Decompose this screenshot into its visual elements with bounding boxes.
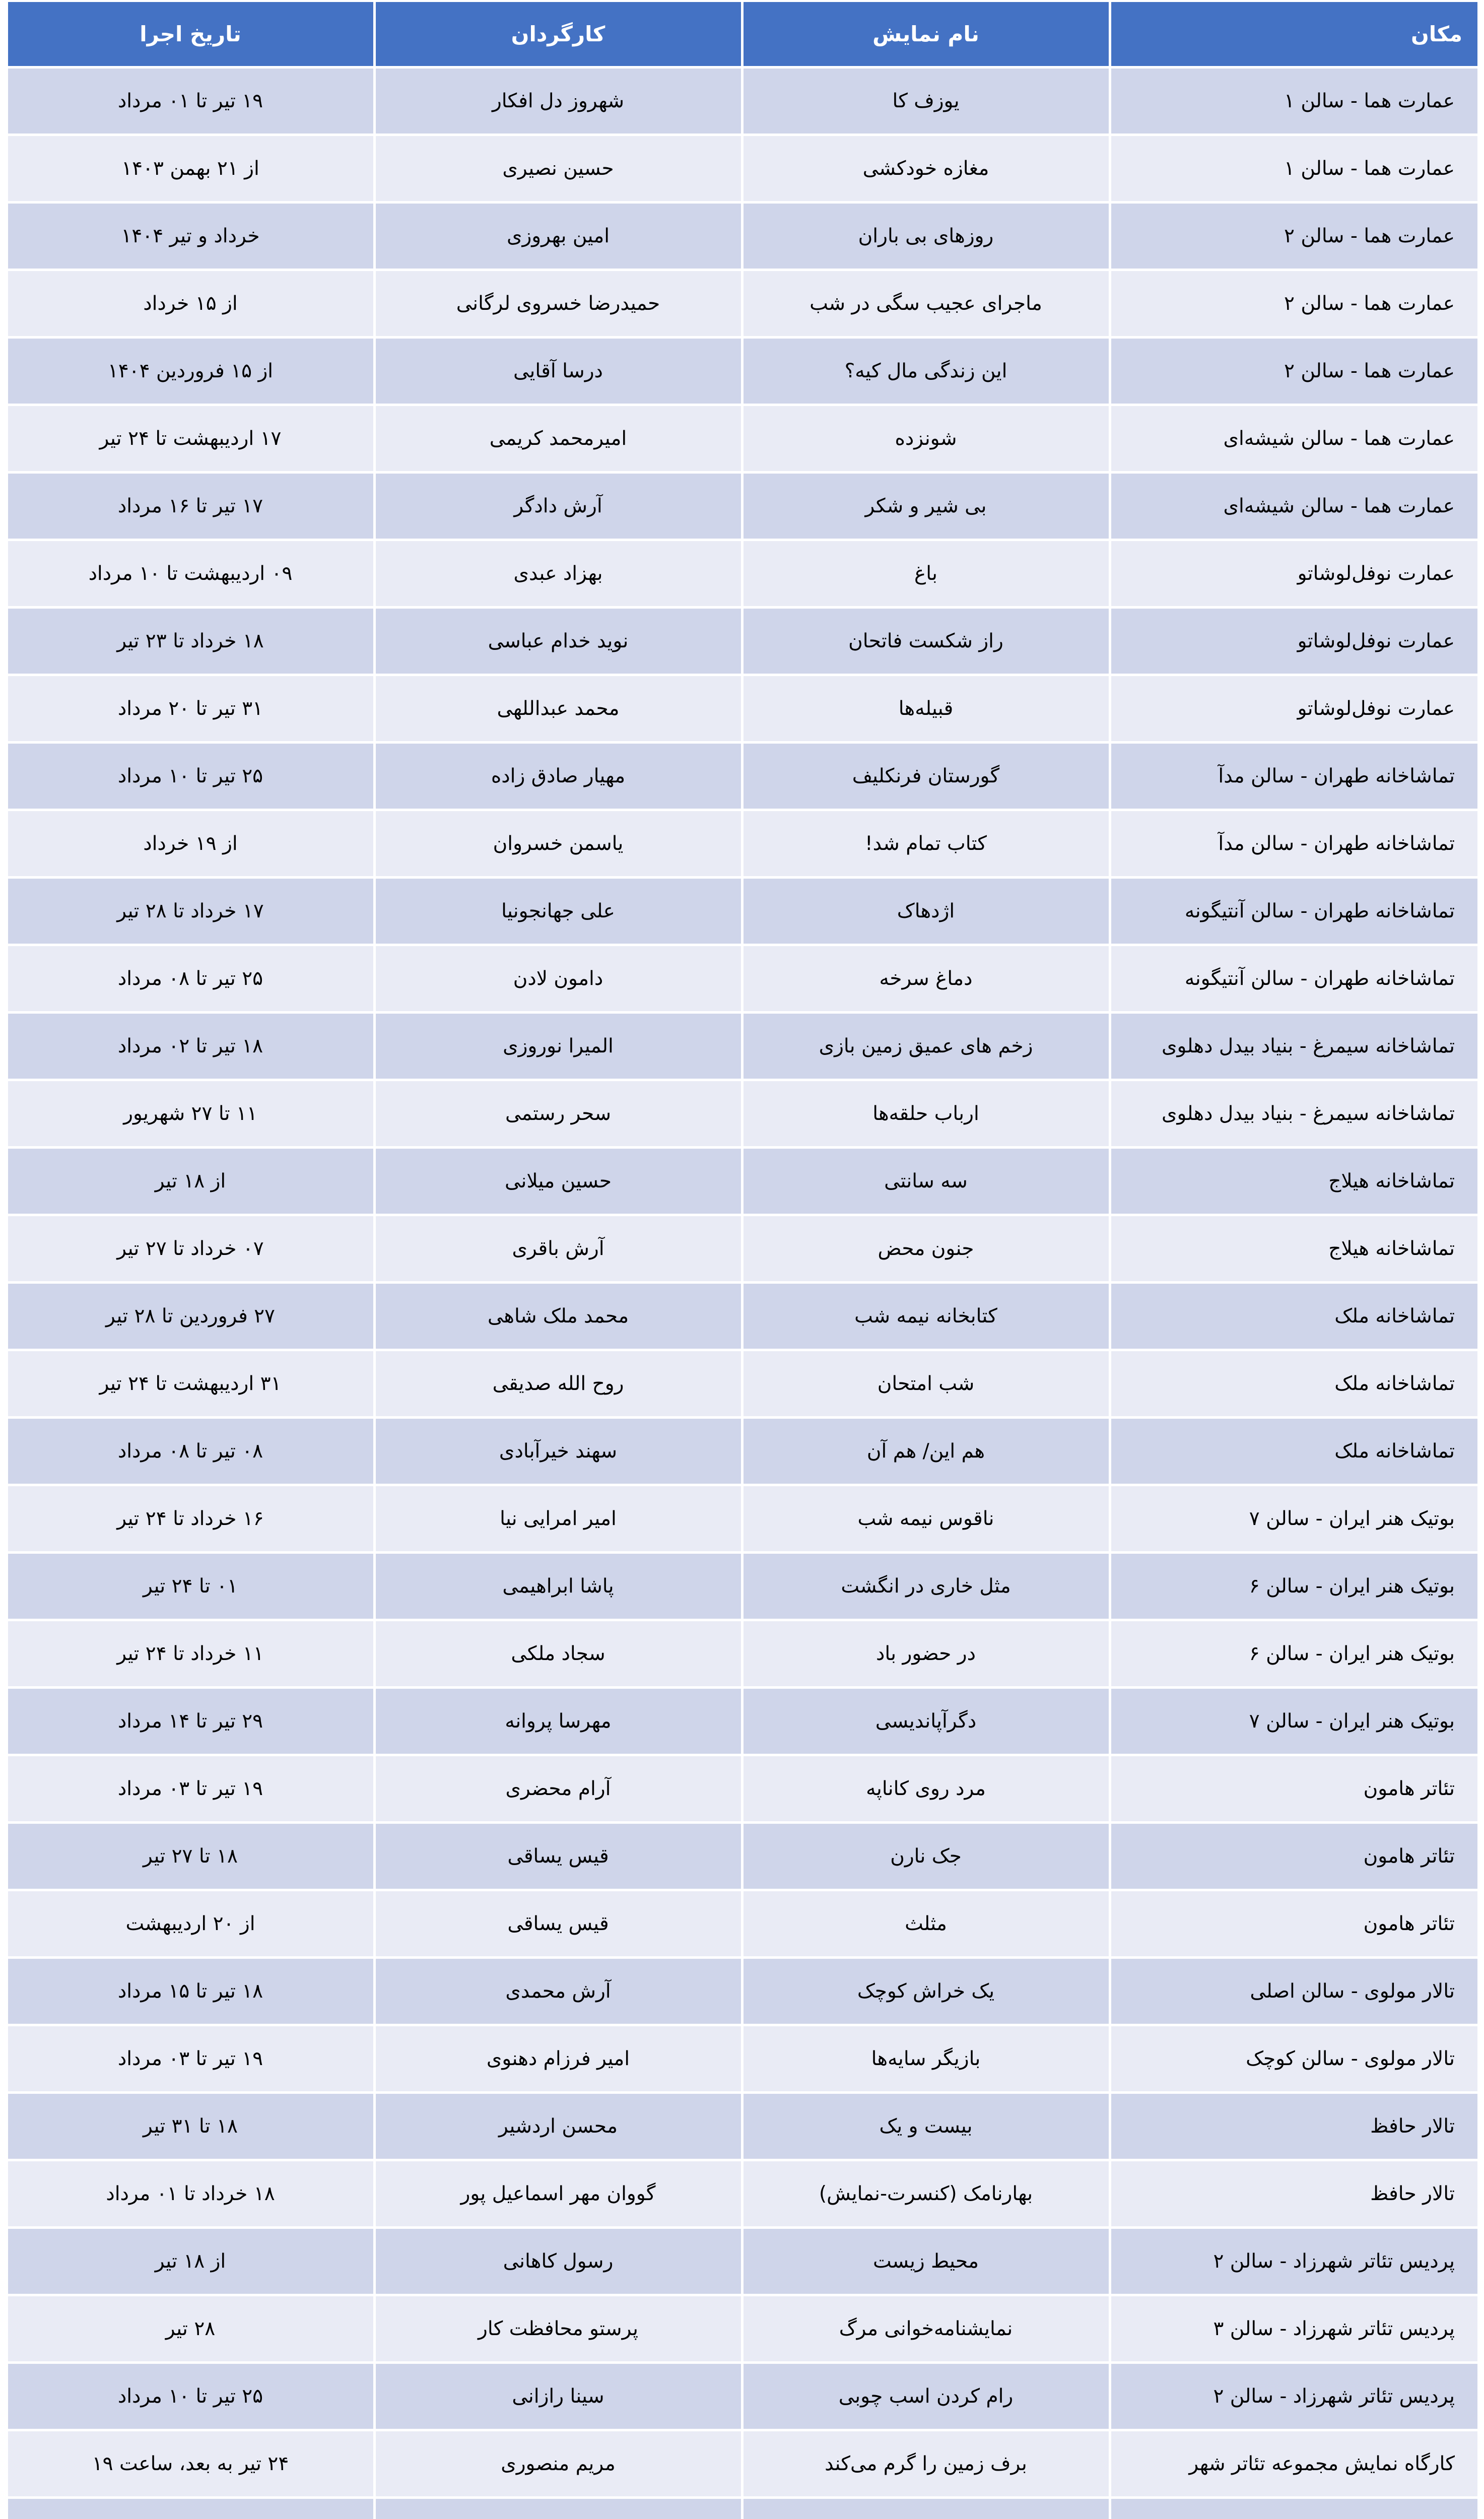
dates-cell: ۱۷ تیر تا ۱۶ مرداد — [7, 472, 374, 540]
dates-cell: ۱۸ تا ۲۷ تیر — [7, 1822, 374, 1890]
dates-cell: ۲۸ تیر — [7, 2295, 374, 2362]
director-cell: رسول کاهانی — [374, 2227, 742, 2295]
table-row — [7, 810, 1477, 877]
show-name-cell: یک خراش کوچک — [742, 1957, 1110, 2025]
venue-cell: تماشاخانه سیمرغ - بنیاد بیدل دهلوی — [1110, 1080, 1477, 1147]
director-cell: دامون لادن — [374, 945, 742, 1012]
theater-schedule-table — [6, 2, 1478, 2519]
table-row — [7, 607, 1477, 675]
show-name-cell: بازیگر سایه‌ها — [742, 2025, 1110, 2092]
venue-cell: تئاتر هامون — [1110, 1890, 1477, 1957]
venue-cell: تماشاخانه ملک — [1110, 1417, 1477, 1485]
director-cell: سجاد ملکی — [374, 1620, 742, 1687]
table-row — [7, 1080, 1477, 1147]
header-row — [7, 2, 1477, 67]
show-name-cell: برف زمین را گرم می‌کند — [742, 2430, 1110, 2497]
show-name-cell: دگرآپاندیسی — [742, 1687, 1110, 1755]
director-cell: آرش باقری — [374, 1215, 742, 1282]
venue-cell: عمارت هما - سالن ۲ — [1110, 270, 1477, 337]
table-row — [7, 1485, 1477, 1552]
table-row — [7, 945, 1477, 1012]
column-header-director: کارگردان — [374, 2, 742, 67]
director-cell: مریم منصوری — [374, 2430, 742, 2497]
venue-cell: بوتیک هنر ایران - سالن ۶ — [1110, 1620, 1477, 1687]
venue-cell: عمارت هما - سالن ۲ — [1110, 337, 1477, 405]
venue-cell: تماشاخانه سیمرغ - بنیاد بیدل دهلوی — [1110, 1012, 1477, 1080]
show-name-cell: کتابخانه نیمه شب — [742, 1282, 1110, 1350]
table-row — [7, 1417, 1477, 1485]
director-cell: المیرا نوروزی — [374, 1012, 742, 1080]
show-name-cell: یوزف کا — [742, 67, 1110, 135]
table-row — [7, 1957, 1477, 2025]
director-cell: علی جهانجونیا — [374, 877, 742, 945]
column-header-venue: مکان — [1110, 2, 1477, 67]
show-name-cell: دماغ سرخه — [742, 945, 1110, 1012]
dates-cell: ۰۸ تیر تا ۰۸ مرداد — [7, 1417, 374, 1485]
show-name-cell: این زندگی مال کیه؟ — [742, 337, 1110, 405]
dates-cell: از ۲۰ اردیبهشت — [7, 1890, 374, 1957]
table-row — [7, 270, 1477, 337]
show-name-cell: مغازه خودکشی — [742, 135, 1110, 202]
show-name-cell: بهارنامک (کنسرت-نمایش) — [742, 2160, 1110, 2227]
venue-cell: عمارت نوفل‌لوشاتو — [1110, 675, 1477, 742]
table-row — [7, 337, 1477, 405]
director-cell: پاشا ابراهیمی — [374, 1552, 742, 1620]
table-row — [7, 67, 1477, 135]
venue-cell: تماشاخانه ملک — [1110, 1350, 1477, 1417]
table-row — [7, 540, 1477, 607]
show-name-cell: محیط زیست — [742, 2227, 1110, 2295]
director-cell: مهرسا پروانه — [374, 1687, 742, 1755]
director-cell: حسین نصیری — [374, 135, 742, 202]
show-name-cell: بیست و یک — [742, 2092, 1110, 2160]
dates-cell: ۱۷ اردیبهشت تا ۲۴ تیر — [7, 405, 374, 472]
table-row — [7, 877, 1477, 945]
table-row — [7, 135, 1477, 202]
table-row — [7, 1282, 1477, 1350]
show-name-cell: زخم های عمیق زمین بازی — [742, 1012, 1110, 1080]
dates-cell: ۲۵ تیر تا ۱۰ مرداد — [7, 742, 374, 810]
table-row — [7, 2362, 1477, 2430]
table-row — [7, 1350, 1477, 1417]
director-cell: محمد ملک شاهی — [374, 1282, 742, 1350]
table-row — [7, 2160, 1477, 2227]
director-cell: پرستو محافظت کار — [374, 2295, 742, 2362]
director-cell — [374, 2497, 742, 2519]
venue-cell: پردیس تئاتر شهرزاد - سالن ۲ — [1110, 2362, 1477, 2430]
venue-cell: تئاتر هامون — [1110, 1822, 1477, 1890]
show-name-cell: کتاب تمام شد! — [742, 810, 1110, 877]
venue-cell: بوتیک هنر ایران - سالن ۷ — [1110, 1485, 1477, 1552]
dates-cell — [7, 2497, 374, 2519]
director-cell: حسین میلانی — [374, 1147, 742, 1215]
dates-cell: از ۱۵ فروردین ۱۴۰۴ — [7, 337, 374, 405]
venue-cell: تماشاخانه ملک — [1110, 1282, 1477, 1350]
dates-cell: از ۲۱ بهمن ۱۴۰۳ — [7, 135, 374, 202]
venue-cell: کارگاه نمایش مجموعه تئاتر شهر — [1110, 2430, 1477, 2497]
director-cell: قیس یساقی — [374, 1890, 742, 1957]
director-cell: شهروز دل افکار — [374, 67, 742, 135]
dates-cell: ۱۸ خرداد تا ۰۱ مرداد — [7, 2160, 374, 2227]
column-header-show-name: نام نمایش — [742, 2, 1110, 67]
director-cell: آرش دادگر — [374, 472, 742, 540]
director-cell: روح الله صدیقی — [374, 1350, 742, 1417]
table-row — [7, 2295, 1477, 2362]
table-row — [7, 1755, 1477, 1822]
venue-cell: عمارت نوفل‌لوشاتو — [1110, 607, 1477, 675]
venue-cell: عمارت هما - سالن ۱ — [1110, 67, 1477, 135]
dates-cell: ۲۵ تیر تا ۰۸ مرداد — [7, 945, 374, 1012]
venue-cell: تماشاخانه هیلاج — [1110, 1147, 1477, 1215]
director-cell: نوید خدام عباسی — [374, 607, 742, 675]
director-cell: امیر امرایی نیا — [374, 1485, 742, 1552]
show-name-cell: شونزده — [742, 405, 1110, 472]
schedule-table-container — [7, 2, 1477, 2519]
venue-cell: تالار مولوی - سالن اصلی — [1110, 1957, 1477, 2025]
director-cell: امین بهروزی — [374, 202, 742, 270]
dates-cell: از ۱۸ تیر — [7, 2227, 374, 2295]
director-cell: حمیدرضا خسروی لرگانی — [374, 270, 742, 337]
table-header — [7, 2, 1477, 67]
table-row — [7, 2025, 1477, 2092]
show-name-cell: باغ — [742, 540, 1110, 607]
dates-cell: ۱۹ تیر تا ۰۱ مرداد — [7, 67, 374, 135]
director-cell: قیس یساقی — [374, 1822, 742, 1890]
dates-cell: از ۱۸ تیر — [7, 1147, 374, 1215]
dates-cell: ۲۵ تیر تا ۱۰ مرداد — [7, 2362, 374, 2430]
venue-cell: عمارت هما - سالن ۲ — [1110, 202, 1477, 270]
dates-cell: ۰۹ اردیبهشت تا ۱۰ مرداد — [7, 540, 374, 607]
show-name-cell: مرد روی کاناپه — [742, 1755, 1110, 1822]
dates-cell: ۱۸ خرداد تا ۲۳ تیر — [7, 607, 374, 675]
table-row — [7, 1147, 1477, 1215]
table-row — [7, 1012, 1477, 1080]
table-row — [7, 1620, 1477, 1687]
show-name-cell: ارباب حلقه‌ها — [742, 1080, 1110, 1147]
show-name-cell: رام کردن اسب چوبی — [742, 2362, 1110, 2430]
show-name-cell: بی شیر و شکر — [742, 472, 1110, 540]
show-name-cell: نمایشنامه‌خوانی مرگ — [742, 2295, 1110, 2362]
venue-cell — [1110, 2497, 1477, 2519]
dates-cell: ۱۱ خرداد تا ۲۴ تیر — [7, 1620, 374, 1687]
show-name-cell: جک نارن — [742, 1822, 1110, 1890]
table-row — [7, 1822, 1477, 1890]
venue-cell: تماشاخانه طهران - سالن مدآ — [1110, 742, 1477, 810]
show-name-cell: در حضور باد — [742, 1620, 1110, 1687]
show-name-cell: هم این/ هم آن — [742, 1417, 1110, 1485]
venue-cell: تماشاخانه هیلاج — [1110, 1215, 1477, 1282]
dates-cell: ۱۸ تیر تا ۱۵ مرداد — [7, 1957, 374, 2025]
table-row — [7, 1215, 1477, 1282]
table-row — [7, 1552, 1477, 1620]
venue-cell: بوتیک هنر ایران - سالن ۷ — [1110, 1687, 1477, 1755]
venue-cell: بوتیک هنر ایران - سالن ۶ — [1110, 1552, 1477, 1620]
show-name-cell: اژدهاک — [742, 877, 1110, 945]
show-name-cell: گورستان فرنکلیف — [742, 742, 1110, 810]
dates-cell: از ۱۹ خرداد — [7, 810, 374, 877]
director-cell: آرش محمدی — [374, 1957, 742, 2025]
dates-cell: ۰۱ تا ۲۴ تیر — [7, 1552, 374, 1620]
venue-cell: پردیس تئاتر شهرزاد - سالن ۲ — [1110, 2227, 1477, 2295]
dates-cell: ۱۹ تیر تا ۰۳ مرداد — [7, 1755, 374, 1822]
column-header-dates: تاریخ اجرا — [7, 2, 374, 67]
venue-cell: تئاتر هامون — [1110, 1755, 1477, 1822]
director-cell: سهند خیرآبادی — [374, 1417, 742, 1485]
dates-cell: ۲۴ تیر به بعد، ساعت ۱۹ — [7, 2430, 374, 2497]
table-row — [7, 405, 1477, 472]
table-body — [7, 67, 1477, 2519]
dates-cell: از ۱۵ خرداد — [7, 270, 374, 337]
director-cell: امیر فرزام دهنوی — [374, 2025, 742, 2092]
venue-cell: عمارت هما - سالن ۱ — [1110, 135, 1477, 202]
dates-cell: ۳۱ اردیبهشت تا ۲۴ تیر — [7, 1350, 374, 1417]
venue-cell: تالار مولوی - سالن کوچک — [1110, 2025, 1477, 2092]
venue-cell: تالار حافظ — [1110, 2160, 1477, 2227]
director-cell: آرام محضری — [374, 1755, 742, 1822]
show-name-cell: روزهای بی باران — [742, 202, 1110, 270]
show-name-cell: جنون محض — [742, 1215, 1110, 1282]
venue-cell: عمارت نوفل‌لوشاتو — [1110, 540, 1477, 607]
venue-cell: تالار حافظ — [1110, 2092, 1477, 2160]
dates-cell: ۲۷ فروردین تا ۲۸ تیر — [7, 1282, 374, 1350]
show-name-cell: راز شکست فاتحان — [742, 607, 1110, 675]
dates-cell: ۱۱ تا ۲۷ شهریور — [7, 1080, 374, 1147]
dates-cell: خرداد و تیر ۱۴۰۴ — [7, 202, 374, 270]
director-cell: بهزاد عبدی — [374, 540, 742, 607]
show-name-cell: ناقوس نیمه شب — [742, 1485, 1110, 1552]
dates-cell: ۱۸ تیر تا ۰۲ مرداد — [7, 1012, 374, 1080]
director-cell: درسا آقایی — [374, 337, 742, 405]
show-name-cell: شب امتحان — [742, 1350, 1110, 1417]
show-name-cell: قبیله‌ها — [742, 675, 1110, 742]
director-cell: امیرمحمد کریمی — [374, 405, 742, 472]
director-cell: گووان مهر اسماعیل پور — [374, 2160, 742, 2227]
director-cell: محمد عبداللهی — [374, 675, 742, 742]
venue-cell: تماشاخانه طهران - سالن آنتیگونه — [1110, 945, 1477, 1012]
dates-cell: ۱۸ تا ۳۱ تیر — [7, 2092, 374, 2160]
venue-cell: عمارت هما - سالن شیشه‌ای — [1110, 472, 1477, 540]
table-row — [7, 2430, 1477, 2497]
dates-cell: ۱۶ خرداد تا ۲۴ تیر — [7, 1485, 374, 1552]
dates-cell: ۰۷ خرداد تا ۲۷ تیر — [7, 1215, 374, 1282]
show-name-cell: مثلث — [742, 1890, 1110, 1957]
director-cell: مهیار صادق زاده — [374, 742, 742, 810]
show-name-cell — [742, 2497, 1110, 2519]
show-name-cell: مثل خاری در انگشت — [742, 1552, 1110, 1620]
table-row — [7, 675, 1477, 742]
table-row — [7, 2092, 1477, 2160]
director-cell: سحر رستمی — [374, 1080, 742, 1147]
director-cell: یاسمن خسروان — [374, 810, 742, 877]
director-cell: سینا رازانی — [374, 2362, 742, 2430]
dates-cell: ۲۹ تیر تا ۱۴ مرداد — [7, 1687, 374, 1755]
table-row — [7, 742, 1477, 810]
table-row — [7, 1687, 1477, 1755]
venue-cell: تماشاخانه طهران - سالن آنتیگونه — [1110, 877, 1477, 945]
table-row — [7, 2227, 1477, 2295]
dates-cell: ۱۹ تیر تا ۰۳ مرداد — [7, 2025, 374, 2092]
table-row — [7, 472, 1477, 540]
venue-cell: عمارت هما - سالن شیشه‌ای — [1110, 405, 1477, 472]
director-cell: محسن اردشیر — [374, 2092, 742, 2160]
show-name-cell: سه سانتی — [742, 1147, 1110, 1215]
table-row — [7, 2497, 1477, 2519]
dates-cell: ۳۱ تیر تا ۲۰ مرداد — [7, 675, 374, 742]
show-name-cell: ماجرای عجیب سگی در شب — [742, 270, 1110, 337]
table-row — [7, 202, 1477, 270]
dates-cell: ۱۷ خرداد تا ۲۸ تیر — [7, 877, 374, 945]
table-row — [7, 1890, 1477, 1957]
venue-cell: تماشاخانه طهران - سالن مدآ — [1110, 810, 1477, 877]
venue-cell: پردیس تئاتر شهرزاد - سالن ۳ — [1110, 2295, 1477, 2362]
